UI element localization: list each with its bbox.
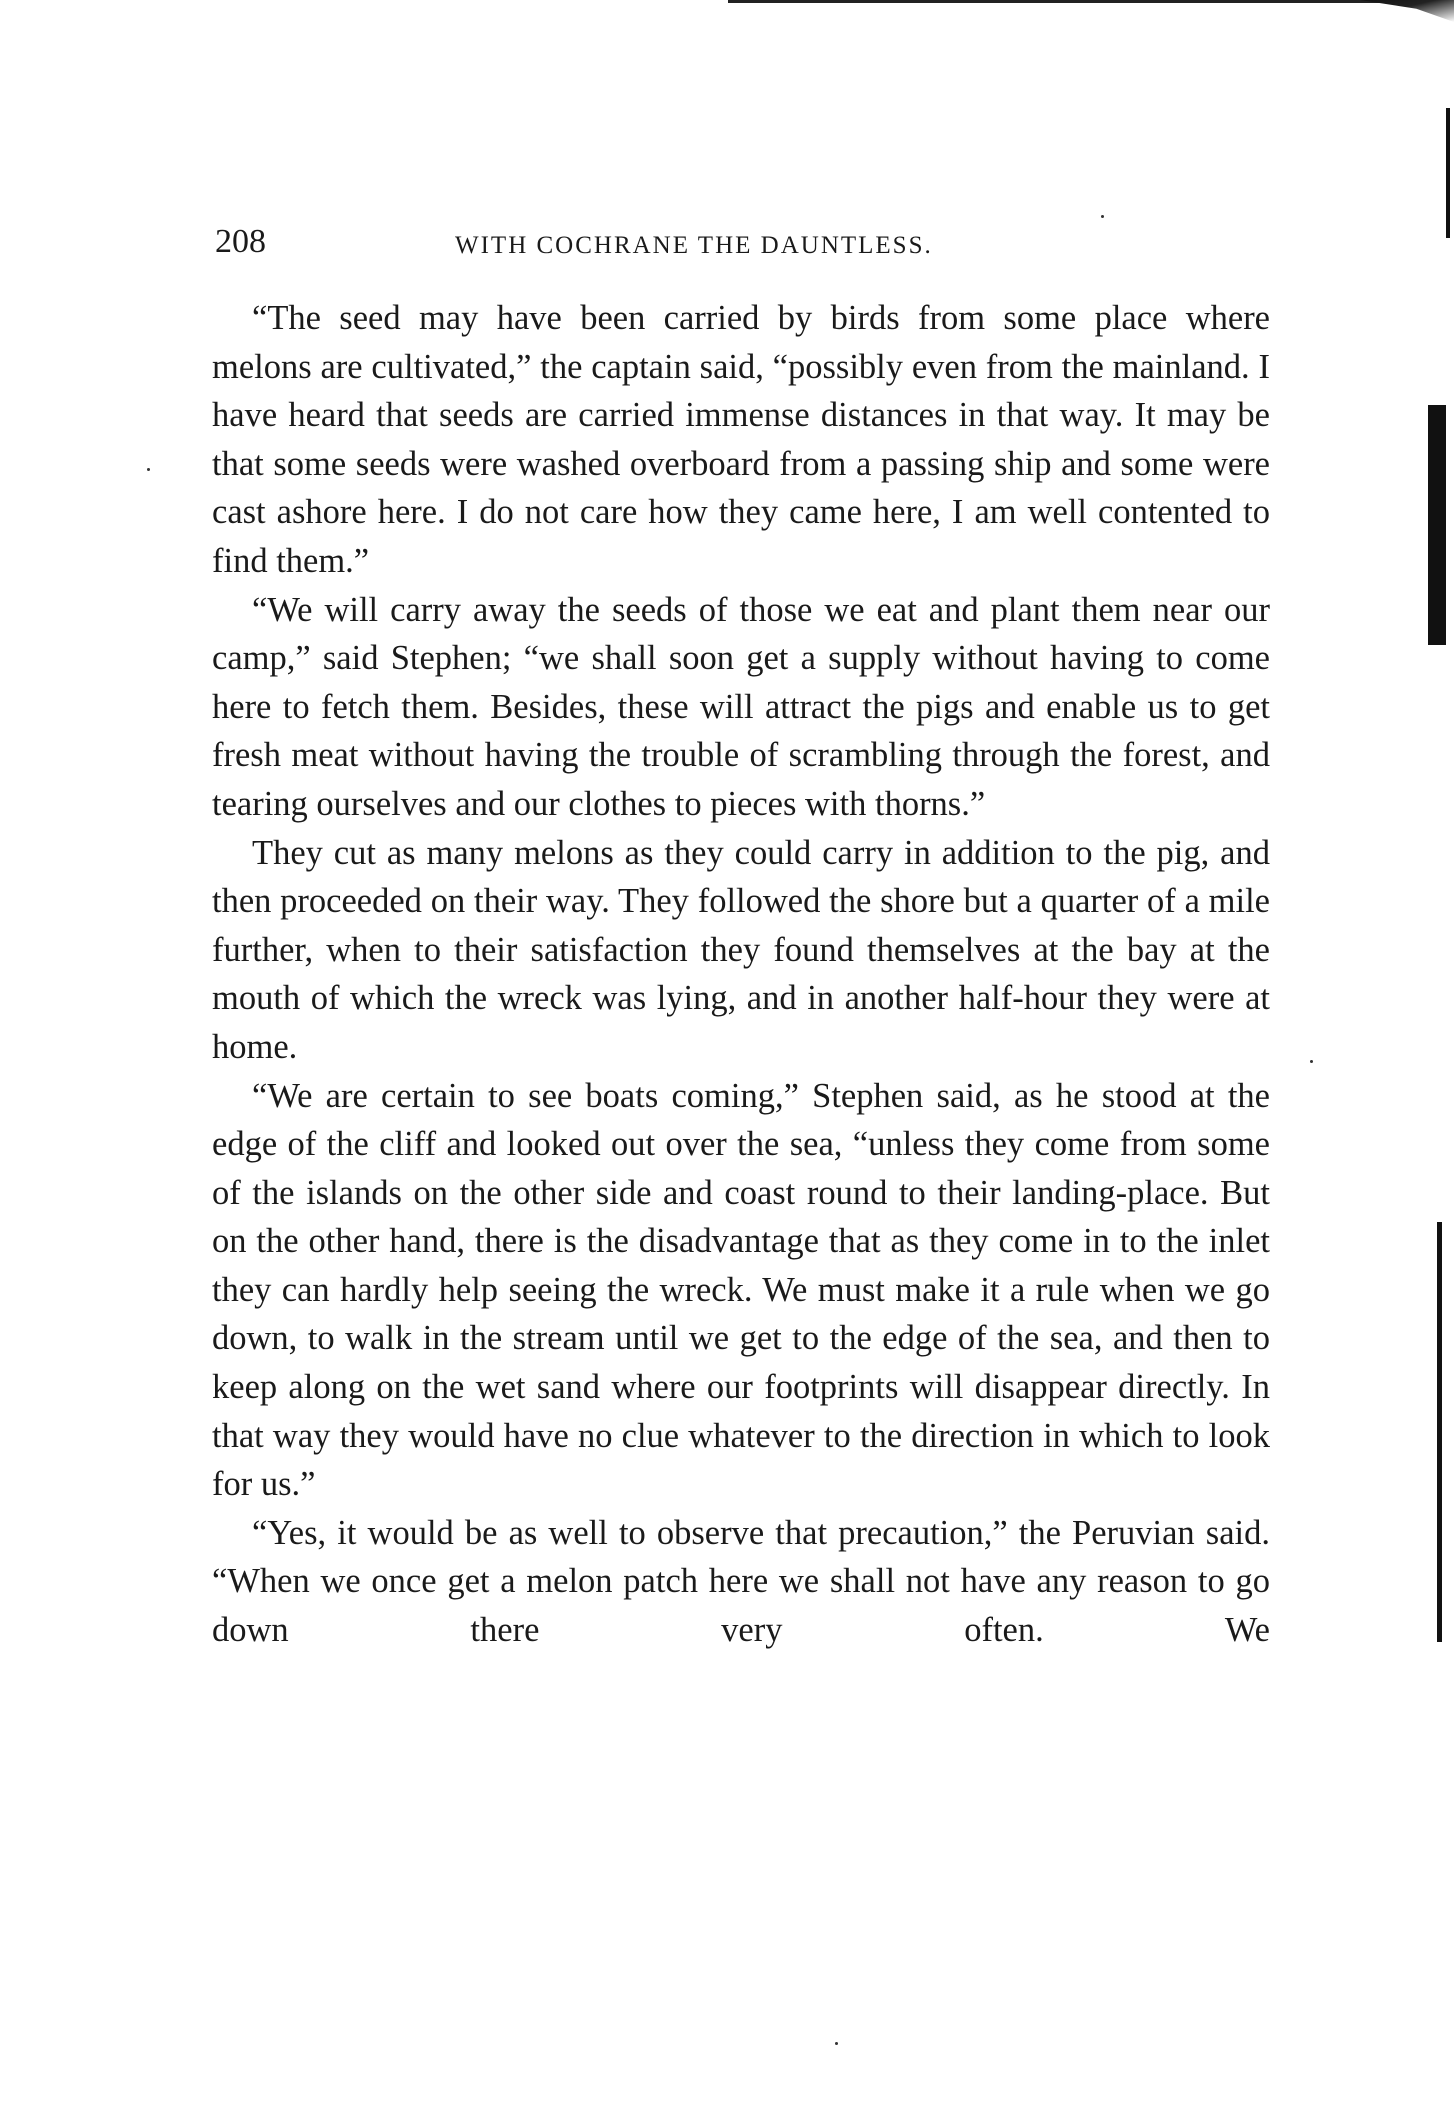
scan-edge-bar <box>1428 405 1446 645</box>
paragraph: “The seed may have been carried by birds from some place where melons are cultivated,” the captain said, “possibly even from the mainland. I have heard that seeds are carried immense distances in that way. It may be that some seeds were washed overboard from a passing ship and some were cast ashore here. I do not care how they came here, I am well contented to find them.” <box>212 299 1270 580</box>
scan-speck <box>1101 215 1104 218</box>
scan-edge-rule <box>728 0 1418 3</box>
running-header <box>215 220 1265 264</box>
scan-speck <box>1310 1060 1313 1063</box>
paragraph: They cut as many melons as they could carry in addition to the pig, and then proceeded on their way. They followed the shore but a quarter of a mile further, when to their satisfaction they found themselves at the bay at the mouth of which the wreck was lying, and in another half-hour they were at home. <box>212 833 1270 1066</box>
scan-speck <box>147 468 150 471</box>
running-title: WITH COCHRANE THE DAUNTLESS. <box>455 232 933 259</box>
paragraph: “We will carry away the seeds of those we eat and plant them near our camp,” said Stephen; “we shall soon get a supply without having to come here to fetch them. Besides, these will attract the pigs and enable us to get fresh meat without having the trouble of scrambling through the forest, and tearing ourselves and our clothes to pieces with thorns.” <box>212 590 1270 823</box>
scan-edge-bar <box>1446 108 1450 238</box>
scan-speck <box>835 2042 838 2045</box>
scan-edge-bar <box>1437 1222 1442 1642</box>
body-text <box>212 294 1270 1655</box>
paragraph: “We are certain to see boats coming,” Stephen said, as he stood at the edge of the cliff and looked out over the sea, “unless they come from some of the islands on the other side and coast round to their landing-place. But on the other hand, there is the disadvantage that as they come in to the inlet they can hardly help seeing the wreck. We must make it a rule when we go down, to walk in the stream until we get to the edge of the sea, and then to keep along on the wet sand where our footprints will disappear directly. In that way they would have no clue whatever to the direction in which to look for us.” <box>212 1076 1270 1504</box>
paragraph: “Yes, it would be as well to observe that precaution,” the Peruvian said. “When we once get a melon patch here we shall not have any reason to go down there very often. We <box>212 1513 1270 1650</box>
page-number: 208 <box>215 223 266 260</box>
scan-edge-mark <box>1360 0 1454 22</box>
